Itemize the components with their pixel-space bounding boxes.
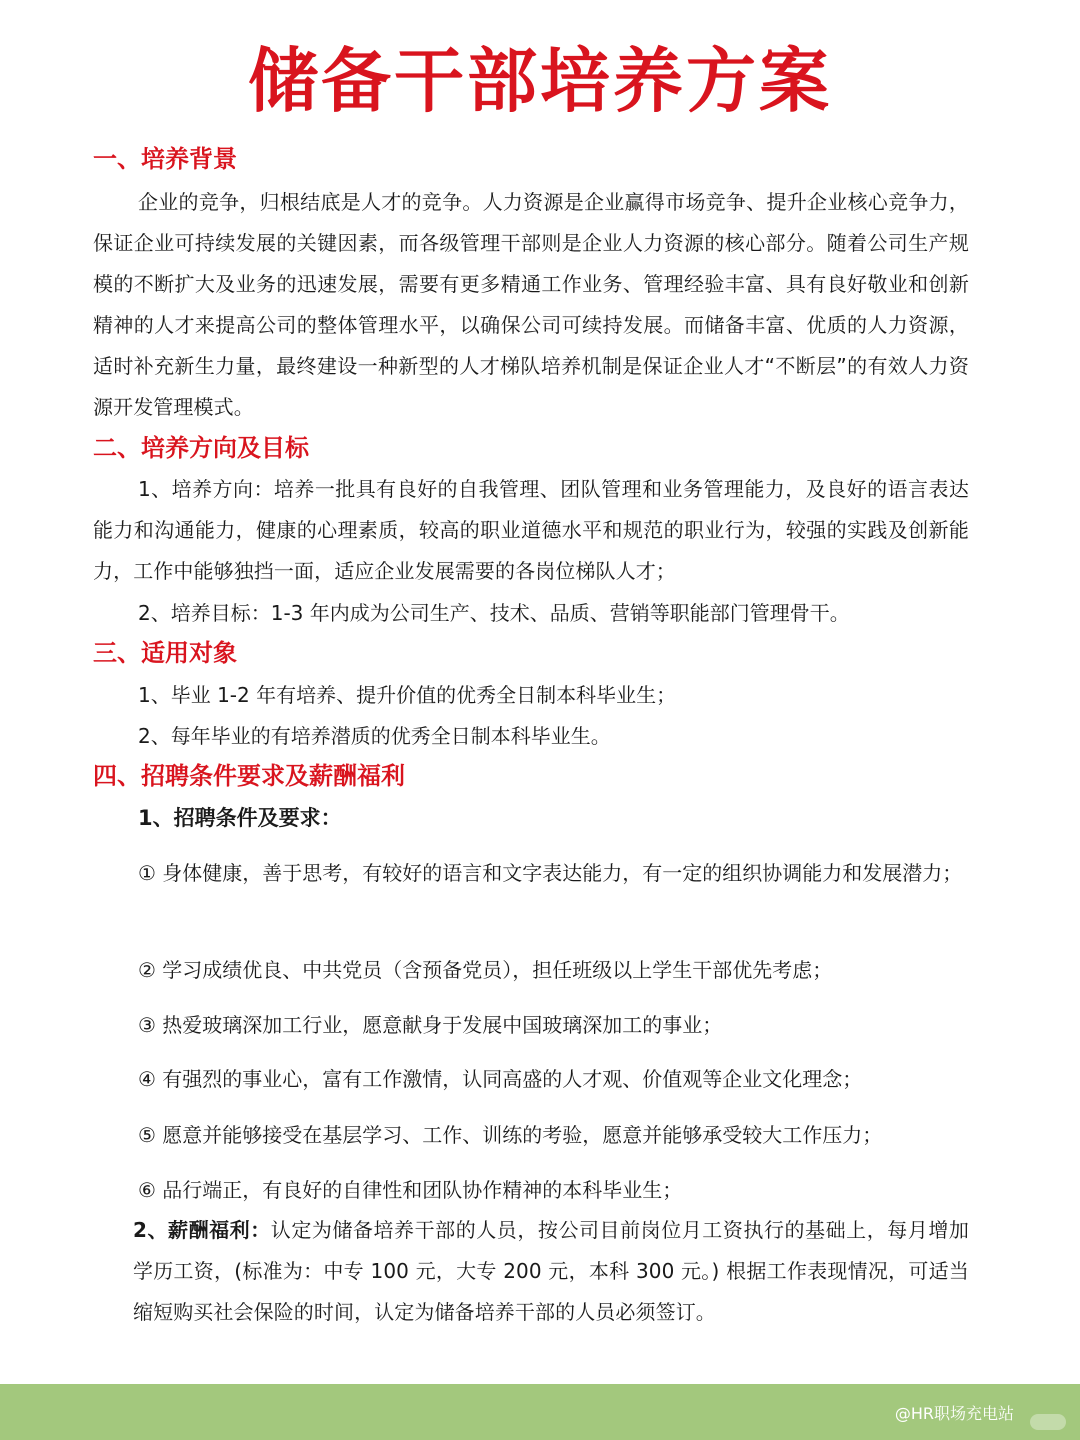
training-direction-paragraph: 1、培养方向：培养一批具有良好的自我管理、团队管理和业务管理能力，及良好的语言表达能力和沟通能力，健康的心理素质，较高的职业道德水平和规范的职业行为，较强的实践及创新能力，工作中能够独挡一面，适应企业发展需要的各岗位梯队人才； bbox=[93, 477, 969, 583]
section-heading-target-audience: 三、适用对象 bbox=[93, 639, 237, 667]
requirement-item-5: ⑤ 愿意并能够接受在基层学习、工作、训练的考验，愿意并能够承受较大工作压力； bbox=[138, 1123, 883, 1147]
requirement-item-1: ① 身体健康，善于思考，有较好的语言和文字表达能力，有一定的组织协调能力和发展潜力； bbox=[138, 861, 963, 885]
watermark-badge bbox=[1030, 1414, 1066, 1430]
section-heading-direction-goals: 二、培养方向及目标 bbox=[93, 434, 309, 462]
benefits-paragraph bbox=[133, 1210, 969, 1333]
author-watermark: @HR职场充电站 bbox=[894, 1404, 1014, 1423]
document-title: 储备干部培养方案 bbox=[248, 40, 832, 122]
requirement-item-2: ② 学习成绩优良、中共党员（含预备党员），担任班级以上学生干部优先考虑； bbox=[138, 958, 833, 982]
training-goal-line: 2、培养目标：1-3 年内成为公司生产、技术、品质、营销等职能部门管理骨干。 bbox=[138, 601, 850, 625]
section-heading-background: 一、培养背景 bbox=[93, 145, 237, 173]
target-item-1: 1、毕业 1-2 年有培养、提升价值的优秀全日制本科毕业生； bbox=[138, 683, 677, 707]
background-paragraph: 企业的竞争，归根结底是人才的竞争。人力资源是企业赢得市场竞争、提升企业核心竞争力，保证企业可持续发展的关键因素，而各级管理干部则是企业人力资源的核心部分。随着公司生产规模的不断扩大及业务的迅速发展，需要有更多精通工作业务、管理经验丰富、具有良好敬业和创新精神的人才来提高公司的整体管理水平，以确保公司可续持发展。而储备丰富、优质的人力资源，适时补充新生力量，最终建设一种新型的人才梯队培养机制是保证企业人才“不断层”的有效人力资源开发管理模式。 bbox=[93, 190, 969, 419]
requirement-item-6: ⑥ 品行端正，有良好的自律性和团队协作精神的本科毕业生； bbox=[138, 1178, 683, 1202]
requirement-item-3: ③ 热爱玻璃深加工行业，愿意献身于发展中国玻璃深加工的事业； bbox=[138, 1013, 723, 1037]
requirement-item-4: ④ 有强烈的事业心，富有工作激情，认同高盛的人才观、价值观等企业文化理念； bbox=[138, 1067, 863, 1091]
benefits-label: 2、薪酬福利： bbox=[133, 1218, 271, 1242]
section-heading-recruitment-benefits: 四、招聘条件要求及薪酬福利 bbox=[93, 762, 405, 790]
recruitment-requirements-subheading: 1、招聘条件及要求： bbox=[138, 806, 342, 830]
target-item-2: 2、每年毕业的有培养潜质的优秀全日制本科毕业生。 bbox=[138, 724, 611, 748]
benefits-text: 认定为储备培养干部的人员，按公司目前岗位月工资执行的基础上，每月增加学历工资，(标准为：中专 100 元，大专 200 元，本科 300 元。) 根据工作表现情况，可适当缩短购买社会保险的时间，认定为储备培养干部的人员必须签订。 bbox=[133, 1218, 969, 1324]
